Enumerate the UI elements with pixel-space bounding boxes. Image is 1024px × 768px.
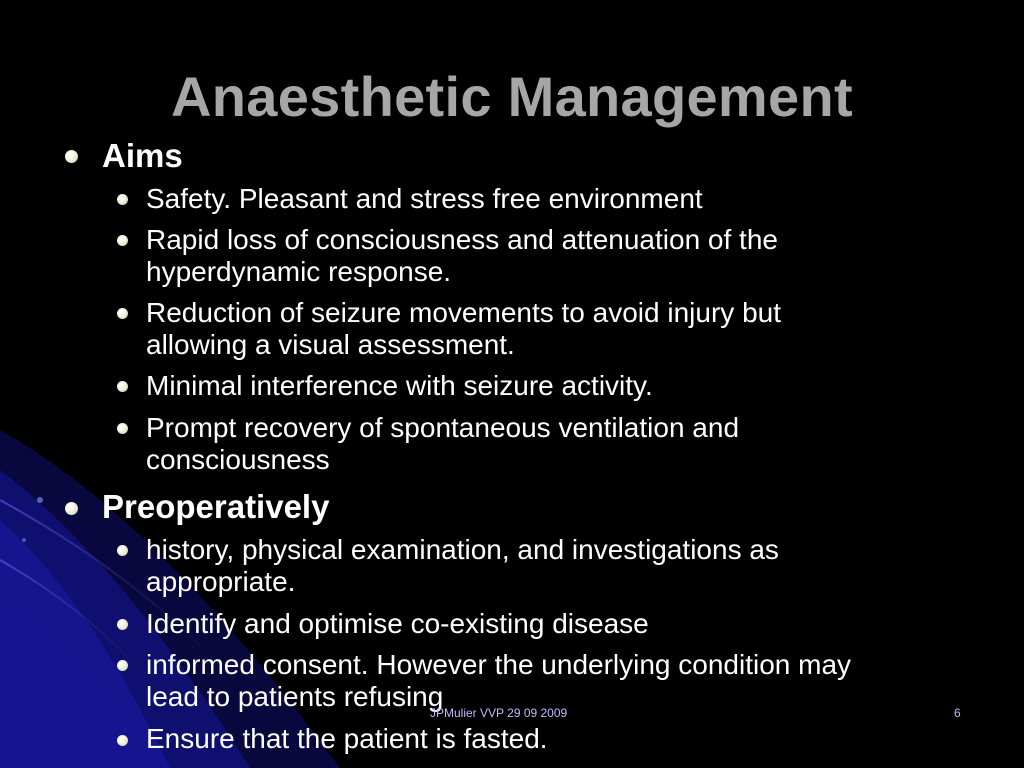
list-item-line: hyperdynamic response. bbox=[146, 256, 452, 287]
list-item-line: lead to patients refusing bbox=[146, 681, 444, 712]
sub-bullet-icon bbox=[117, 194, 128, 205]
list-item-line: informed consent. However the underlying condition may bbox=[146, 649, 852, 680]
list-item-line: Rapid loss of consciousness and attenuation of the bbox=[146, 224, 778, 255]
list-item-line: Safety. Pleasant and stress free environment bbox=[146, 183, 703, 214]
sub-bullet-icon bbox=[117, 423, 128, 434]
list-item-line: appropriate. bbox=[146, 566, 296, 597]
bullet-icon bbox=[65, 502, 78, 515]
slide-title: Anaesthetic Management bbox=[171, 65, 853, 128]
list-item-line: Ensure that the patient is fasted. bbox=[146, 723, 548, 754]
page-number: 6 bbox=[954, 706, 961, 720]
bullet-icon bbox=[65, 150, 78, 163]
sub-bullet-icon bbox=[117, 660, 128, 671]
list-item-line: Identify and optimise co-existing disease bbox=[146, 608, 649, 639]
sub-bullet-icon bbox=[117, 735, 128, 746]
list-item-line: Prompt recovery of spontaneous ventilation and bbox=[146, 412, 740, 443]
footer-text: JPMulier VVP 29 09 2009 bbox=[430, 706, 568, 720]
sub-bullet-icon bbox=[117, 545, 128, 556]
sub-bullet-icon bbox=[117, 235, 128, 246]
list-item-line: consciousness bbox=[146, 444, 330, 475]
sub-bullet-icon bbox=[117, 308, 128, 319]
list-item-line: Minimal interference with seizure activity. bbox=[146, 370, 653, 401]
sub-bullet-icon bbox=[117, 619, 128, 630]
sub-bullet-icon bbox=[117, 381, 128, 392]
section-heading-preoperatively: Preoperatively bbox=[102, 488, 330, 525]
list-item-line: allowing a visual assessment. bbox=[146, 329, 515, 360]
section-heading-aims: Aims bbox=[102, 137, 183, 174]
list-item-line: history, physical examination, and investigations as bbox=[146, 534, 779, 565]
list-item-line: Reduction of seizure movements to avoid injury but bbox=[146, 297, 781, 328]
